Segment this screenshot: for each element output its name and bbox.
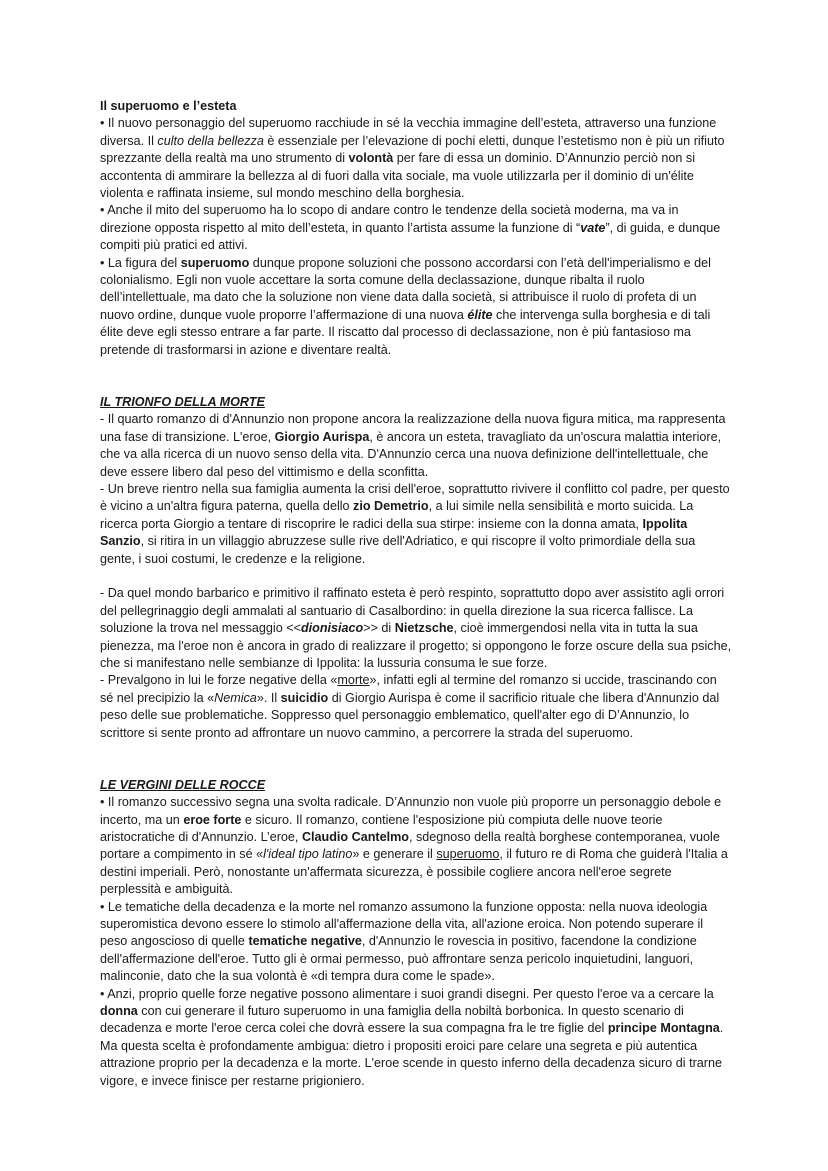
text: - Un breve rientro nella sua famiglia aumenta la crisi dell'eroe, soprattutto rivivere il conflitto col padre, per questo è vicino a un'altra figura paterna, quella dello (100, 481, 730, 514)
bold-text: tematiche negative (248, 934, 362, 949)
text: • Il nuovo personaggio del superuomo racchiude in sé la vecchia immagine dell’esteta, attraverso una funzione diversa. Il (100, 116, 717, 148)
text: - Il quarto romanzo di d'Annunzio non propone ancora la realizzazione della nuova figura mitica, ma rappresenta una fase di transizione. L'eroe, (100, 412, 726, 444)
text: di Giorgio Aurispa è come il sacrificio rituale che libera d'Annunzio dal peso delle sue problematiche. Soppresso quel personaggio emblematico, quell'alter ego di D’Annunzio, lo scrittore si sente pronto ad affrontare un nuovo cammino, a percorrere la strada del superuomo. (100, 690, 720, 740)
paragraph (100, 794, 732, 898)
bold-text: eroe forte (183, 812, 242, 827)
bold-text: suicidio (280, 690, 329, 705)
bold-text: Claudio Cantelmo (301, 830, 409, 845)
text: è essenziale per l’elevazione di pochi eletti, dunque l’estetismo non è più un rifiuto sprezzante della realtà ma uno strumento di (100, 133, 725, 166)
bold-italic-text: dionisiaco (300, 621, 364, 636)
bold-text: Ippolita Sanzio (100, 516, 688, 549)
text: », infatti egli al termine del romanzo si uccide, trascinando con sé nel precipizio la « (100, 673, 717, 705)
text: e sicuro. Il romanzo, contiene l'esposizione più compiuta delle nuove teorie aristocratiche di d'Annunzio. L’eroe, (100, 812, 663, 845)
italic-text: Nemica (214, 690, 257, 705)
bold-italic-text: élite (467, 307, 493, 322)
text: che intervenga sulla borghesia e di tali élite deve egli stesso entrare a far parte. Il riscatto dal processo di declassazione, non è più fantasioso ma pretende di trasformarsi in azione e diventare realtà. (100, 307, 711, 357)
bold-text: superuomo (180, 255, 250, 270)
paragraph (100, 986, 732, 1090)
bold-text: principe Montagna (607, 1021, 720, 1036)
underlined-text: superuomo (436, 847, 500, 862)
bold-text: volontà (348, 151, 394, 166)
section-title-superuomo: Il superuomo e l’esteta (100, 99, 237, 113)
text: , a lui simile nella sensibilità e morto suicida. La ricerca porta Giorgio a tentare di riscoprire le radici della sua stirpe: insieme con la donna amata, (100, 499, 694, 531)
text: , d'Annunzio le rovescia in positivo, facendone la condizione dell'affermazione dell'eroe. Tutto gli è ormai permesso, può affrontare senza pericolo inquietudini, languori, malinconie, dato che la sua volontà è «di tempra dura come le spade». (100, 934, 697, 984)
text: • Il romanzo successivo segna una svolta radicale. D’Annunzio non vuole più proporre un personaggio debole e incerto, ma un (100, 795, 722, 827)
text: con cui generare il futuro superuomo in una famiglia della nobiltà borbonica. In questo scenario di decadenza e morte l'eroe cerca colei che dovrà essere la sua compagna fra le tre figlie del (100, 1004, 684, 1036)
text: . Ma questa scelta è profondamente ambigua: dietro i propositi eroici pare celare una segreta e più autentica attrazione proprio per la decadenza e la morte. L'eroe scende in questo inferno della decadenza sicuro di trarne vigore, e invece finisce per restarne prigioniero. (100, 1021, 724, 1088)
text: , sdegnoso della realtà borghese contemporanea, vuole portare a compimento in sé « (100, 830, 720, 862)
paragraph (100, 672, 732, 742)
section-title-trionfo: IL TRIONFO DELLA MORTE (100, 394, 265, 409)
text: • Anche il mito del superuomo ha lo scopo di andare contro le tendenze della società moderna, ma va in direzione opposta rispetto al mito dell’esteta, in quanto l’artista assume la funzione di “ (100, 203, 679, 235)
text: , si ritira in un villaggio abruzzese sulle rive dell'Adriatico, e qui riscopre il volto primordiale della sua gente, i suoi costumi, le credenze e la religione. (100, 534, 696, 566)
paragraph (100, 411, 732, 481)
text: ”, di guida, e dunque compiti più pratici ed attivi. (100, 220, 721, 253)
paragraph (100, 115, 732, 202)
text: - Prevalgono in lui le forze negative della « (100, 673, 338, 688)
text: >> di (363, 621, 395, 636)
bold-text: zio Demetrio (353, 499, 429, 514)
italic-text: culto della bellezza (157, 133, 264, 148)
bold-text: donna (100, 1004, 138, 1019)
text: , cioè immergendosi nella vita in tutta la sua pienezza, ma l'eroe non è ancora in grado di realizzare il progetto; si oppongono le forze oscure della sua psiche, che si manifestano nelle sembianze di Ippolita: la lussuria consuma le sue forze. (100, 621, 732, 670)
text: ». Il (256, 690, 281, 705)
text: , è ancora un esteta, travagliato da un'oscura malattia interiore, che va alla ricerca di un nuovo senso della vita. D'Annunzio cerca una nuova definizione dell'intellettuale, che deve essere libero dal peso del vittimismo e della sconfitta. (100, 429, 722, 479)
text: dunque propone soluzioni che possono accordarsi con l’età dell'imperialismo e del colonialismo. Egli non vuole accettare la sorta comune della declassazione, dunque ribalta il ruolo dell’intellettuale, ma dato che la soluzione non viene data dalla società, si attribuisce il ruolo di profeta di un nuovo ordine, dunque vuole proporre l’affermazione di una nuova (100, 255, 711, 322)
paragraph (100, 899, 732, 986)
text: - Da quel mondo barbarico e primitivo il raffinato esteta è però respinto, soprattutto dopo aver assistito agli orrori del pellegrinaggio degli ammalati al santuario di Casalbordino: in quella direzione la sua ricerca fallisce. La soluzione la trova nel messaggio << (100, 586, 725, 636)
paragraph (100, 202, 732, 254)
underlined-text: morte (337, 673, 370, 688)
bold-italic-text: vate (580, 220, 606, 235)
text: , il futuro re di Roma che guiderà l'Italia a destini imperiali. Però, nonostante un'affermata sicurezza, è possibile cogliere ancora nell'eroe segrete perplessità e ambiguità. (100, 847, 728, 897)
text: • Le tematiche della decadenza e la morte nel romanzo assumono la funzione opposta: nella nuova ideologia superomistica devono essere lo stimolo all'affermazione della vita, all'azione eroica. Non potendo superare il peso angoscioso di quelle (100, 899, 708, 949)
paragraph (100, 585, 732, 672)
text: • La figura del (100, 255, 181, 270)
paragraph (100, 481, 732, 568)
text: per fare di essa un dominio. D’Annunzio perciò non si accontenta di ammirare la bellezza al di fuori dalla vita sociale, ma vuole utilizzarla per il dominio di un'élite violenta e raffinata insieme, sul mondo meschino della borghesia. (100, 151, 696, 201)
text: • Anzi, proprio quelle forze negative possono alimentare i suoi grandi disegni. Per questo l'eroe va a cercare la (100, 986, 714, 1001)
italic-text: l'ideal tipo latino (263, 847, 353, 862)
text: » e generare il (352, 847, 437, 862)
paragraph (100, 255, 732, 359)
bold-text: Nietzsche (394, 621, 454, 636)
section-title-vergini: LE VERGINI DELLE ROCCE (100, 777, 266, 792)
bold-text: Giorgio Aurispa (274, 429, 370, 444)
